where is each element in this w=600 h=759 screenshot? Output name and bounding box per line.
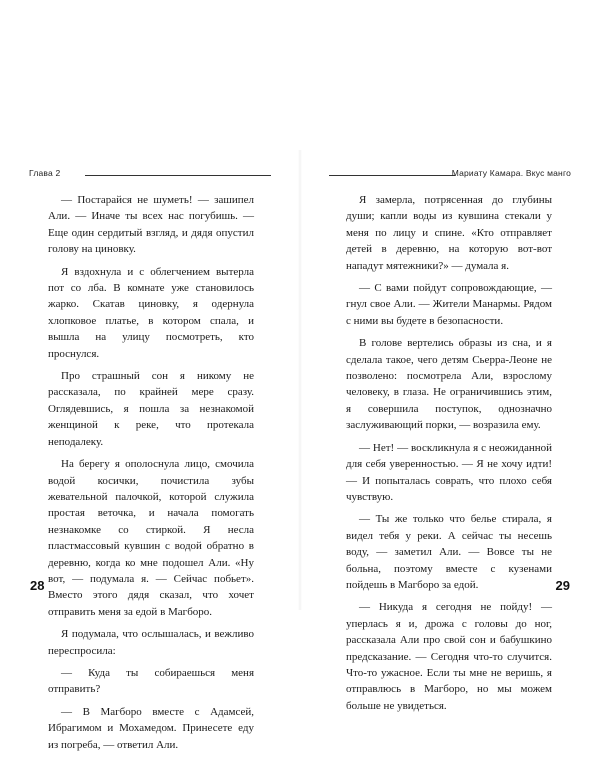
paragraph: Я вздохнула и с облегчением вытерла пот со лба. В комнате уже становилось жарко. Скатав циновку, я одернула хлопковое платье, в котором спала, и вышла на улицу посмотреть, кто проснулся. <box>48 265 254 360</box>
right-page <box>300 0 600 750</box>
header-rule <box>329 175 455 176</box>
paragraph: — Нет! — воскликнула я с неожиданной для себя уверенностью. — Я не хочу идти! — И попыталась соврать, что плохо себя чувствую. <box>346 441 552 503</box>
running-header-title: Мариату Камара. Вкус манго <box>451 168 571 178</box>
page-number: 28 <box>30 578 45 593</box>
paragraph: — Ты же только что белье стирала, я видел тебя у реки. А сейчас ты несешь воду, — заметил Али. — Вовсе ты не больна, поэтому вместе с кузенами пойдешь в Магборо за едой. <box>346 513 552 591</box>
left-page <box>0 0 300 750</box>
paragraph: — Никуда я сегодня не пойду! — уперлась я и, дрожа с головы до ног, рассказала Али про свой сон и бабушкино предсказание. — Сегодня что-то случится. Что-то ужасное. Если ты мне не веришь, я отправлюсь в Магборо, но мы можем больше не увидеться. <box>346 601 552 712</box>
left-page-body <box>48 192 254 759</box>
paragraph: — Постарайся не шуметь! — зашипел Али. — Иначе ты всех нас погубишь. — Еще один сердитый взгляд, и дядя опустил голову на циновку. <box>48 194 254 256</box>
paragraph: — В Магборо вместе с Адамсей, Ибрагимом и Мохамедом. Принесете еду из погреба, — ответил Али. <box>48 705 254 751</box>
header-rule <box>85 175 271 176</box>
paragraph: Я подумала, что ослышалась, и вежливо переспросила: <box>48 628 254 657</box>
running-header-chapter: Глава 2 <box>29 168 61 178</box>
paragraph: На берегу я ополоснула лицо, смочила водой косички, почистила зубы жевательной палочкой, которой служила простая веточка, и начала помогать незнакомке со стиркой. Я несла пластмассовый кувшин с водой обратно в деревню, когда ко мне подошел Али. «Ну вот, — подумала я. — Сейчас побьет». Вместо этого дядя сказал, что хочет отправить меня за едой в Магборо. <box>48 458 254 618</box>
paragraph: Про страшный сон я никому не рассказала, по крайней мере сразу. Оглядевшись, я пошла за незнакомой женщиной к реке, что протекала неподалеку. <box>48 370 254 448</box>
paragraph: — С вами пойдут сопровождающие, — гнул свое Али. — Жители Манармы. Рядом с ними вы будете в безопасности. <box>346 282 552 327</box>
paragraph: В голове вертелись образы из сна, и я сделала такое, чего детям Сьерра-Леоне не позволено: посмотрела Али, взрослому человеку, в глаза. Не ограничившись этим, я совершила поступок, однозначно заслуживающий порки, — возразила ему. <box>346 337 552 432</box>
paragraph: — Куда ты собираешься меня отправить? <box>48 666 254 696</box>
right-page-body <box>346 192 552 720</box>
paragraph: Я замерла, потрясенная до глубины души; капли воды из кувшина стекали у меня по лицу и спине. «Кто отправляет детей в деревню, на которую вот-вот нападут мятежники?» — думала я. <box>346 194 552 272</box>
page-number: 29 <box>555 578 570 593</box>
